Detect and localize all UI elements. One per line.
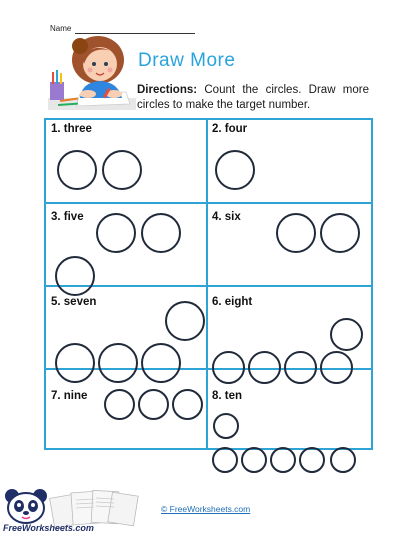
directions-label: Directions:: [137, 84, 198, 96]
circle: [276, 213, 316, 253]
directions-text: Count the circles. Draw more circles to make the target number.: [137, 84, 369, 111]
circle: [141, 343, 181, 383]
circle: [212, 447, 238, 473]
circle: [270, 447, 296, 473]
panda-logo-icon: [2, 488, 50, 524]
worksheet-stack-icon: [48, 486, 140, 528]
problem-label-7: 7. nine: [51, 390, 88, 402]
logo-text: FreeWorksheets.com: [3, 523, 94, 533]
circle: [330, 447, 356, 473]
circle: [55, 256, 95, 296]
circle: [215, 150, 255, 190]
circle: [299, 447, 325, 473]
circle: [248, 351, 281, 384]
circle: [330, 318, 363, 351]
circle: [172, 389, 203, 420]
circle: [141, 213, 181, 253]
directions: [137, 83, 369, 113]
circle: [241, 447, 267, 473]
problem-label-6: 6. eight: [212, 296, 253, 308]
grid-divider-row-1: [44, 202, 373, 204]
circle: [55, 343, 95, 383]
girl-drawing-illustration: [46, 34, 138, 112]
circle: [138, 389, 169, 420]
problem-label-1: 1. three: [51, 123, 92, 135]
problem-label-2: 2. four: [212, 123, 248, 135]
page-title: Draw More: [138, 50, 236, 71]
circle: [104, 389, 135, 420]
circle: [213, 413, 239, 439]
problem-label-5: 5. seven: [51, 296, 97, 308]
circle: [212, 351, 245, 384]
name-label: Name: [50, 24, 72, 33]
circle: [284, 351, 317, 384]
problem-label-8: 8. ten: [212, 390, 243, 402]
circle: [320, 213, 360, 253]
circle: [320, 351, 353, 384]
grid-divider-vertical: [206, 118, 208, 450]
circle: [98, 343, 138, 383]
circle: [165, 301, 205, 341]
problem-label-4: 4. six: [212, 211, 241, 223]
problem-label-3: 3. five: [51, 211, 84, 223]
circle: [96, 213, 136, 253]
grid-divider-row-2: [44, 285, 373, 287]
circle: [57, 150, 97, 190]
circle: [102, 150, 142, 190]
copyright-link[interactable]: © FreeWorksheets.com: [161, 504, 251, 514]
